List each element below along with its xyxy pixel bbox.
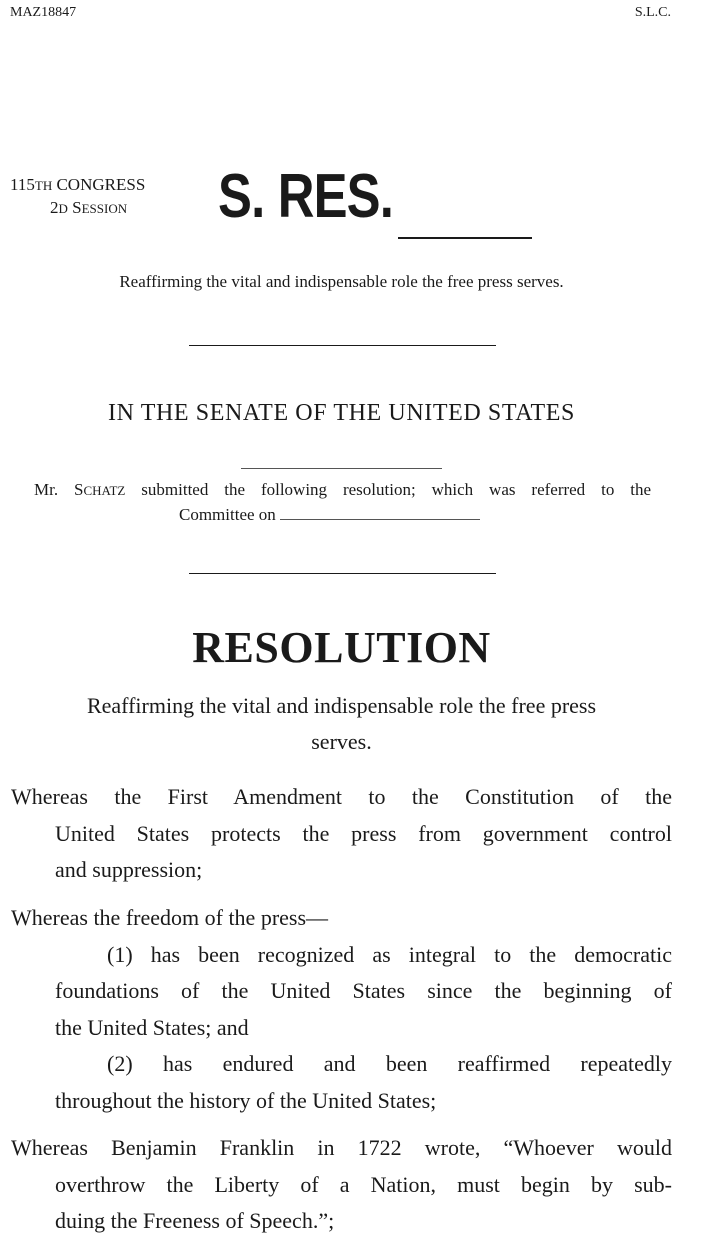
whereas-clause-1 xyxy=(11,779,672,889)
clause-item-line: (2) has endured and been reaffirmed repeatedly xyxy=(107,1051,672,1076)
clause-line: overthrow the Liberty of a Nation, must begin by sub- xyxy=(55,1171,672,1197)
clause-item-line: throughout the history of the United States; xyxy=(55,1087,437,1113)
submission-text: submitted the following resolution; which was referred to the xyxy=(125,480,652,499)
session-line xyxy=(10,197,145,220)
clause-line: Whereas Benjamin Franklin in 1722 wrote, “Whoever would xyxy=(11,1135,672,1160)
clause-item-line: the United States; and xyxy=(55,1014,249,1040)
whereas-clause-3 xyxy=(11,1130,672,1240)
clause-item-line: foundations of the United States since the beginning of xyxy=(55,978,672,1003)
sponsor-name-rest: CHATZ xyxy=(83,483,126,498)
submission-statement xyxy=(34,478,651,527)
document-code: S.L.C. xyxy=(634,5,671,20)
document-id: MAZ18847 xyxy=(10,5,77,20)
session-ordinal: D xyxy=(58,201,68,216)
clause-line: Whereas the freedom of the press— xyxy=(11,905,329,930)
clause-line: United States protects the press from government control xyxy=(55,820,672,846)
session-word-rest: ESSION xyxy=(81,201,128,216)
clause-line: and suppression; xyxy=(55,857,203,882)
committee-blank xyxy=(280,507,480,520)
short-title: Reaffirming the vital and indispensable role the free press serves. xyxy=(119,272,564,291)
congress-session-label xyxy=(10,174,145,220)
clause-item-line: (1) has been recognized as integral to the democratic xyxy=(107,941,672,967)
congress-line xyxy=(10,175,145,194)
committee-label: Committee on xyxy=(179,505,276,524)
session-initial: S xyxy=(72,198,82,217)
clause-line: duing the Freeness of Speech.”; xyxy=(55,1208,335,1233)
whereas-clause-2 xyxy=(11,900,672,1119)
divider-rule xyxy=(189,345,496,346)
resolution-title xyxy=(20,688,663,760)
chamber-heading: IN THE SENATE OF THE UNITED STATES xyxy=(108,400,575,426)
measure-number-blank xyxy=(398,237,532,239)
clause-line: Whereas the First Amendment to the Constitution of the xyxy=(11,784,672,809)
resolution-heading: RESOLUTION xyxy=(192,623,491,672)
congress-number: 115 xyxy=(10,175,35,194)
session-number: 2 xyxy=(50,198,59,217)
divider-rule xyxy=(189,573,496,574)
resolution-title-line: Reaffirming the vital and indispensable role the free press xyxy=(86,693,597,718)
resolution-title-line: serves. xyxy=(311,729,372,754)
submission-line-1 xyxy=(34,478,651,503)
congress-ordinal: TH xyxy=(34,178,53,193)
submission-line-2 xyxy=(34,503,651,527)
congress-word: CONGRESS xyxy=(56,175,146,194)
date-blank-rule xyxy=(241,468,442,469)
sponsor-prefix: Mr. xyxy=(34,480,75,499)
sponsor-initial: S xyxy=(74,480,84,499)
measure-title: S. RES. xyxy=(218,162,394,231)
